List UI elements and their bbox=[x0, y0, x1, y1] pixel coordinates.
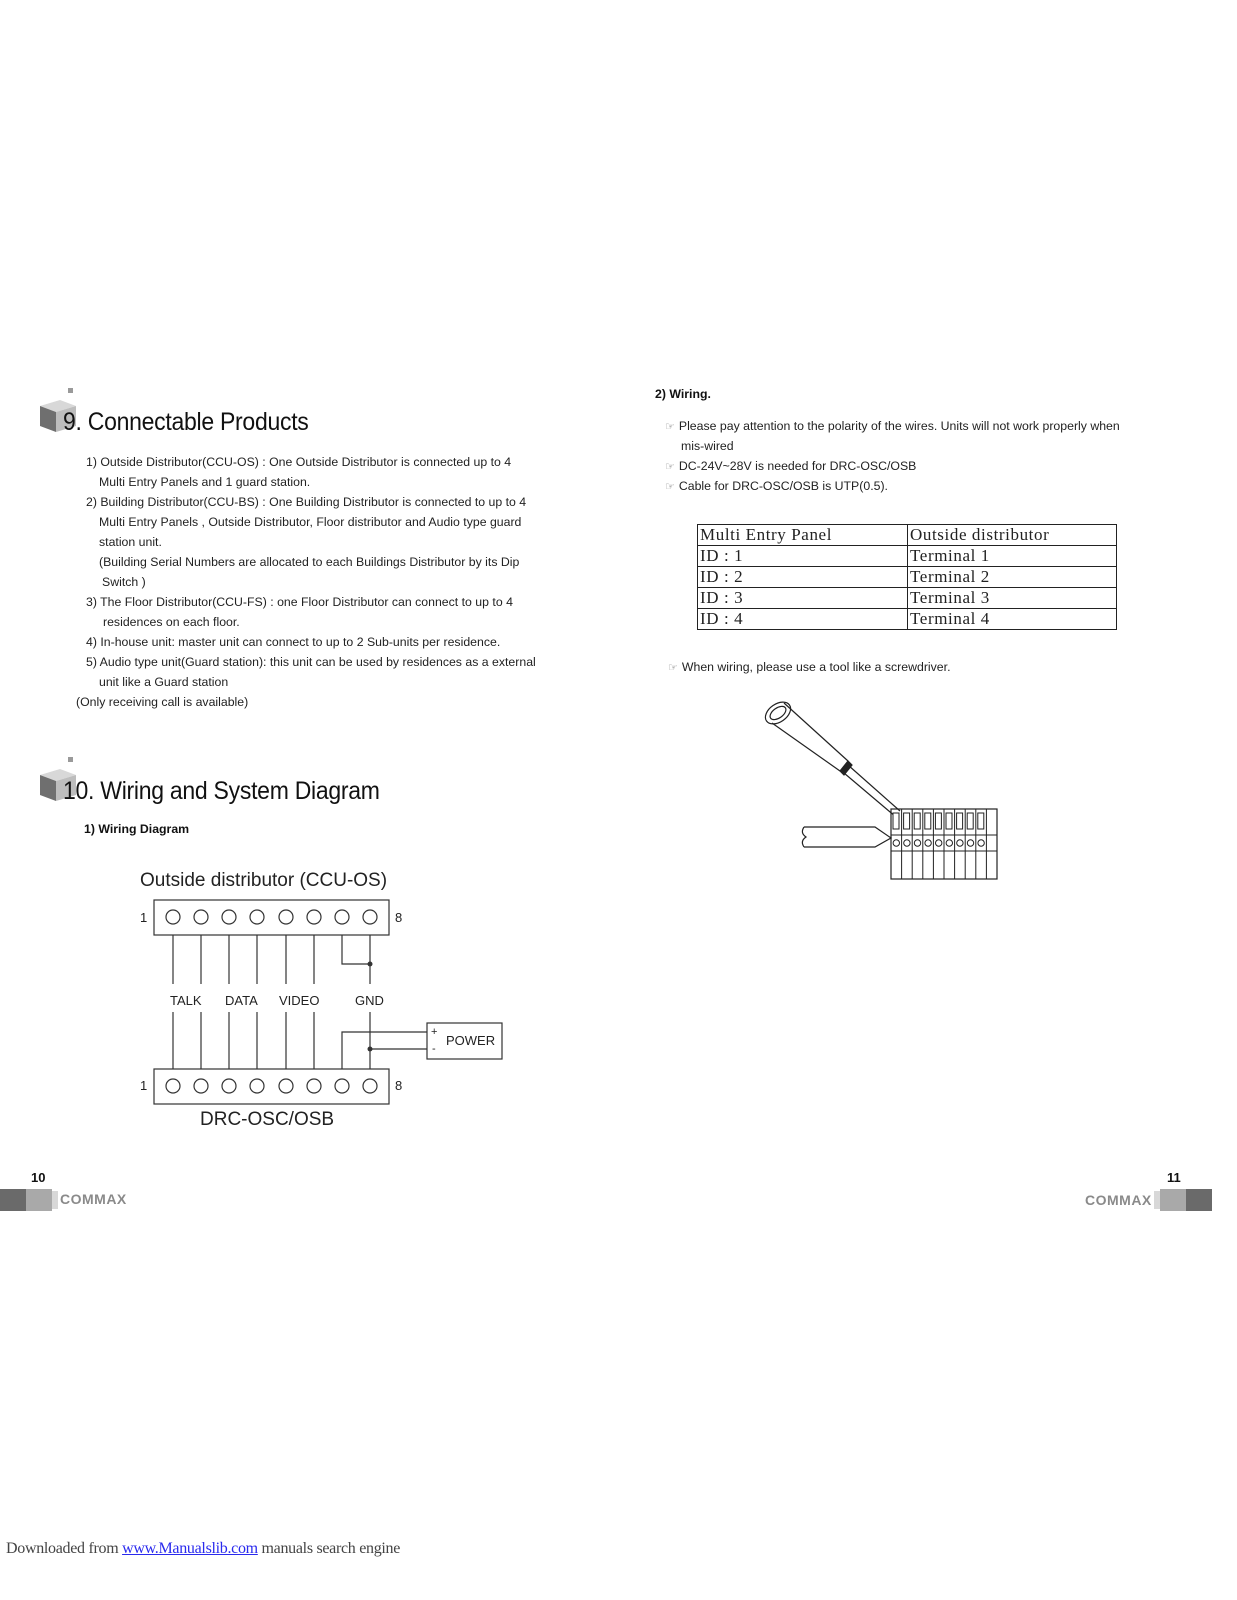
section-10-title: 10. Wiring and System Diagram bbox=[63, 777, 380, 805]
table-row bbox=[698, 609, 1117, 630]
wiring-note: ☞ Please pay attention to the polarity of the wires. Units will not work properly when bbox=[665, 419, 1120, 433]
terminal-pin bbox=[335, 1079, 349, 1093]
brand-logo-right: COMMAX bbox=[1085, 1192, 1152, 1208]
terminal-pin bbox=[250, 1079, 264, 1093]
terminal-pin bbox=[307, 910, 321, 924]
table-header-cell: Multi Entry Panel bbox=[698, 525, 908, 546]
list-line: 4) In-house unit: master unit can connect to up to 2 Sub-units per residence. bbox=[86, 635, 501, 649]
connectable-products-list bbox=[76, 452, 566, 712]
download-footer: Downloaded from www.Manualslib.com manuals search engine bbox=[6, 1540, 401, 1557]
table-cell: Terminal 4 bbox=[908, 609, 1117, 630]
wiring-note: ☞ Cable for DRC-OSC/OSB is UTP(0.5). bbox=[665, 479, 888, 493]
wiring-diagram-subheading: 1) Wiring Diagram bbox=[84, 822, 190, 836]
wiring-diagram bbox=[130, 860, 520, 1140]
bottom-pin-end: 8 bbox=[395, 1078, 403, 1093]
table-cell: ID : 4 bbox=[698, 609, 908, 630]
section-9-title: 9. Connectable Products bbox=[63, 408, 309, 436]
page-number-left: 10 bbox=[31, 1170, 46, 1185]
page-number-right: 11 bbox=[1167, 1170, 1181, 1185]
table-header-row bbox=[698, 525, 1117, 546]
wiring-note: ☞ DC-24V~28V is needed for DRC-OSC/OSB bbox=[665, 459, 917, 473]
terminal-screw bbox=[946, 840, 952, 846]
terminal-clamp bbox=[925, 813, 931, 829]
terminal-screw bbox=[893, 840, 899, 846]
bottom-terminal-block bbox=[154, 1069, 389, 1104]
power-label: POWER bbox=[446, 1033, 496, 1048]
terminal-clamp bbox=[935, 813, 941, 829]
list-line: Multi Entry Panels , Outside Distributor, Floor distributor and Audio type guard bbox=[99, 515, 522, 529]
terminal-clamp bbox=[978, 813, 984, 829]
id-terminal-table bbox=[697, 524, 1117, 630]
terminal-pin bbox=[307, 1079, 321, 1093]
bottom-device-label: DRC-OSC/OSB bbox=[200, 1109, 335, 1130]
brand-bar-left bbox=[0, 1189, 60, 1211]
table-cell: ID : 2 bbox=[698, 567, 908, 588]
table-row bbox=[698, 546, 1117, 567]
terminal-clamp bbox=[914, 813, 920, 829]
top-pin-end: 8 bbox=[395, 910, 403, 925]
terminal-clamp bbox=[957, 813, 963, 829]
signal-label-gnd: GND bbox=[355, 993, 384, 1008]
terminal-screw bbox=[957, 840, 963, 846]
bottom-pin-start: 1 bbox=[140, 1078, 148, 1093]
list-line: Switch ) bbox=[102, 575, 146, 589]
terminal-screw bbox=[967, 840, 973, 846]
terminal-pin bbox=[166, 910, 180, 924]
list-line: 5) Audio type unit(Guard station): this unit can be used by residences as a external bbox=[86, 655, 536, 669]
terminal-block-cells bbox=[891, 809, 997, 879]
terminal-pin bbox=[363, 1079, 377, 1093]
table-cell: ID : 1 bbox=[698, 546, 908, 567]
table-cell: Terminal 1 bbox=[908, 546, 1117, 567]
power-minus: - bbox=[432, 1043, 436, 1055]
pointing-hand-icon: ☞ bbox=[665, 461, 675, 473]
list-line: Multi Entry Panels and 1 guard station. bbox=[99, 475, 311, 489]
table-header-cell: Outside distributor bbox=[908, 525, 1117, 546]
terminal-clamp bbox=[893, 813, 899, 829]
terminal-screw bbox=[936, 840, 942, 846]
manualslib-link[interactable]: www.Manualslib.com bbox=[122, 1540, 258, 1557]
table-row bbox=[698, 588, 1117, 609]
signal-label-talk: TALK bbox=[170, 993, 202, 1008]
terminal-screw bbox=[904, 840, 910, 846]
table-cell: ID : 3 bbox=[698, 588, 908, 609]
table-row bbox=[698, 567, 1117, 588]
wire bbox=[342, 1032, 427, 1069]
table-cell: Terminal 3 bbox=[908, 588, 1117, 609]
list-line: 3) The Floor Distributor(CCU-FS) : one Floor Distributor can connect to up to 4 bbox=[86, 595, 513, 609]
terminal-pin bbox=[363, 910, 377, 924]
top-device-label: Outside distributor (CCU-OS) bbox=[140, 870, 388, 891]
list-line: 1) Outside Distributor(CCU-OS) : One Outside Distributor is connected up to 4 bbox=[86, 455, 512, 469]
terminal-screw bbox=[925, 840, 931, 846]
pointing-hand-icon: ☞ bbox=[665, 421, 675, 433]
terminal-pin bbox=[279, 910, 293, 924]
terminal-pin bbox=[222, 910, 236, 924]
top-pin-start: 1 bbox=[140, 910, 148, 925]
terminal-screw bbox=[978, 840, 984, 846]
wire bbox=[342, 935, 370, 964]
brand-bar-right bbox=[1152, 1189, 1212, 1211]
terminal-screw bbox=[914, 840, 920, 846]
power-plus: + bbox=[431, 1026, 438, 1038]
terminal-clamp bbox=[967, 813, 973, 829]
table-cell: Terminal 2 bbox=[908, 567, 1117, 588]
terminal-pin bbox=[250, 910, 264, 924]
list-line: (Only receiving call is available) bbox=[76, 695, 249, 709]
wiring-heading: 2) Wiring. bbox=[655, 387, 711, 401]
wiring-note-continued: mis-wired bbox=[681, 439, 734, 453]
terminal-pin bbox=[222, 1079, 236, 1093]
terminal-pin bbox=[335, 910, 349, 924]
top-terminal-block bbox=[154, 900, 389, 935]
pointing-hand-icon: ☞ bbox=[668, 662, 678, 674]
terminal-pin bbox=[166, 1079, 180, 1093]
list-line: (Building Serial Numbers are allocated to each Buildings Distributor by its Dip bbox=[99, 555, 520, 569]
signal-label-data: DATA bbox=[225, 993, 258, 1008]
terminal-pin bbox=[194, 910, 208, 924]
junction-dot bbox=[368, 1047, 373, 1052]
pointing-hand-icon: ☞ bbox=[665, 481, 675, 493]
list-line: residences on each floor. bbox=[103, 615, 240, 629]
list-line: 2) Building Distributor(CCU-BS) : One Building Distributor is connected to up to 4 bbox=[86, 495, 527, 509]
terminal-pin bbox=[279, 1079, 293, 1093]
terminal-pin bbox=[194, 1079, 208, 1093]
tool-note: ☞ When wiring, please use a tool like a screwdriver. bbox=[668, 660, 951, 674]
junction-dot bbox=[368, 962, 373, 967]
list-line: station unit. bbox=[99, 535, 162, 549]
screwdriver-illustration bbox=[760, 695, 1005, 885]
terminal-clamp bbox=[904, 813, 910, 829]
brand-logo-left: COMMAX bbox=[60, 1191, 127, 1207]
signal-label-video: VIDEO bbox=[279, 993, 320, 1008]
terminal-clamp bbox=[946, 813, 952, 829]
list-line: unit like a Guard station bbox=[99, 675, 229, 689]
